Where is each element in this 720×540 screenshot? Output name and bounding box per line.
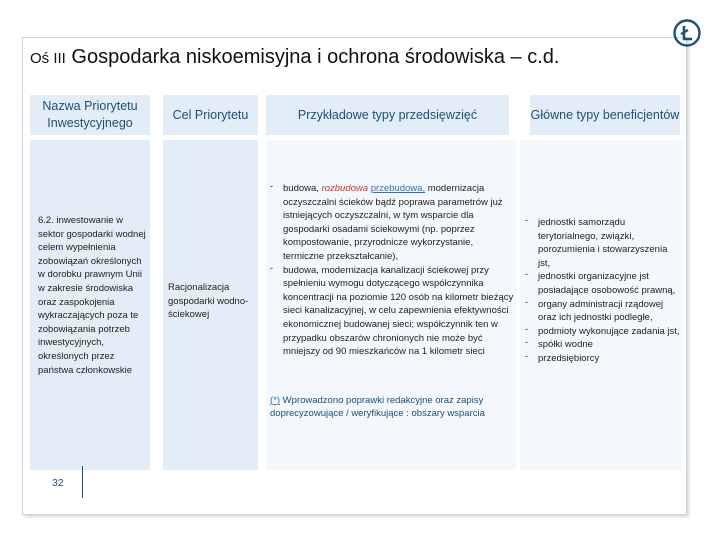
header-priority-goal: Cel Priorytetu [163,95,258,135]
title-prefix: Oś III [30,50,66,67]
list-item: - budowa, modernizacja kanalizacji ściekowej przy spełnieniu wymogu dotyczącego współczynnika koncentracji na poziomie 120 osób na kilometr bieżący sieci kanalizacyjnej, w celu zapewnienia efektywności ekonomicznej budowanej sieci; współczynnik ten w przypadku obszarów chronionych nie może być mniejszy od 90 mieszkańców na 1 kilometr sieci [270,264,514,359]
list-item: - budowa, rozbudowa przebudowa, modernizacja oczyszczalni ścieków bądź poprawa parametrów już istniejących oczyszczalni, w tym wsparcie dla gospodarki osadami ściekowymi (np. poprzez kompostowanie, przyrodnicze wykorzystanie, termiczne przekształcanie), [270,182,514,264]
footnote-text: Wprowadzono poprawki redakcyjne oraz zapisy doprecyzowujące / weryfikujące : obszary wsparcia [270,395,485,419]
list-item: - spółki wodne [525,338,681,352]
inserted-text: rozbudowa [321,183,369,194]
priority-description [38,214,150,377]
project-types-list [270,182,514,359]
page-number: 32 [52,477,64,489]
title-text: Gospodarka niskoemisyjna i ochrona środowiska – c.d. [71,46,560,68]
header-beneficiaries: Główne typy beneficjentów [530,95,680,135]
priority-number: 6.2. [38,215,54,226]
list-item: - podmioty wykonujące zadania jst, [525,325,681,339]
list-item: - przedsiębiorcy [525,352,681,366]
list-item: - jednostki organizacyjne jst posiadające osobowość prawną, [525,270,681,297]
priority-goal-text: Racjonalizacja gospodarki wodno-ściekowej [168,282,249,321]
company-logo-icon [672,18,702,48]
header-project-types: Przykładowe typy przedsięwzięć [266,95,509,135]
header-priority-name: Nazwa Priorytetu Inwestycyjnego [30,95,150,135]
edited-text: przebudowa, [370,183,426,194]
beneficiaries-list [525,216,681,366]
footnote-mark: (*) [270,395,281,406]
slide-title [30,46,690,76]
footnote [270,394,510,420]
list-item: - jednostki samorządu terytorialnego, związki, porozumienia i stowarzyszenia jst, [525,216,681,270]
priority-text: inwestowanie w sektor gospodarki wodnej celem wypełnienia zobowiązań określonych w dorobku prawnym Unii w zakresie środowiska oraz zaspokojenia wykraczających poza te zobowiązania potrzeb inwestycyjnych, określonych przez państwa członkowskie [38,215,146,376]
page-divider [82,466,83,498]
list-item: - organy administracji rządowej oraz ich jednostki podległe, [525,298,681,325]
